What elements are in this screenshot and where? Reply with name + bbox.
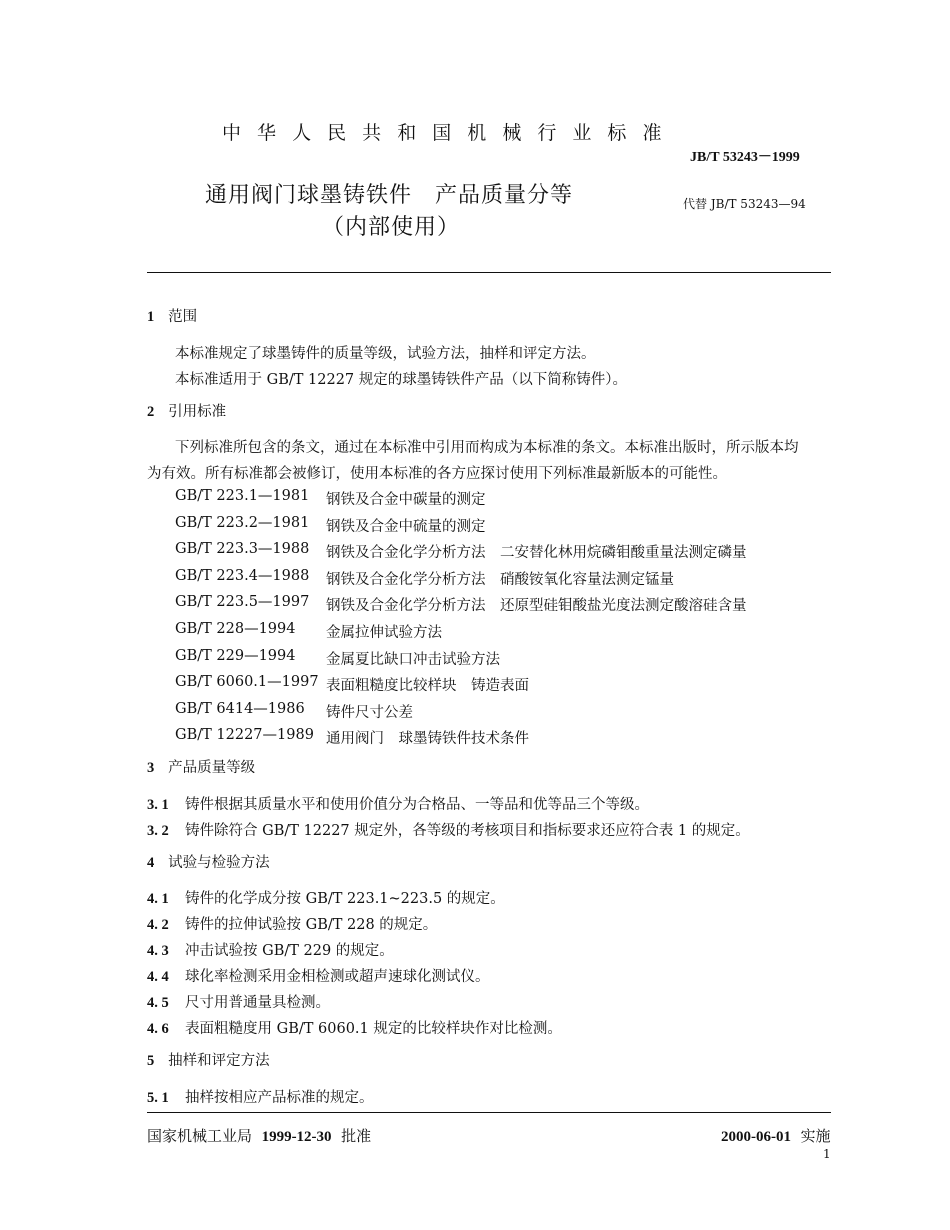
section-1-para-2: 本标准适用于 GB/T 12227 规定的球墨铸铁件产品（以下简称铸件）。 (175, 372, 627, 388)
standard-code: JB/T 53243－1999 (690, 150, 800, 165)
issuing-organization: 中 华 人 民 共 和 国 机 械 行 业 标 准 (222, 122, 667, 144)
reference-code: GB/T 6414—1986 (175, 700, 305, 717)
reference-code: GB/T 223.4—1988 (175, 567, 310, 584)
reference-code: GB/T 12227—1989 (175, 727, 314, 744)
section-2-heading: 2 引用标准 (147, 404, 227, 420)
effective-date: 2000-06-01 (721, 1129, 791, 1145)
section-2-para-line-1: 下列标准所包含的条文，通过在本标准中引用而构成为本标准的条文。本标准出版时，所示版本均 (175, 440, 799, 456)
document-subtitle: （内部使用） (322, 215, 461, 240)
clause-item: 4. 6 表面粗糙度用 GB/T 6060.1 规定的比较样块作对比检测。 (147, 1021, 562, 1037)
reference-code: GB/T 229—1994 (175, 647, 296, 664)
header-divider (147, 272, 831, 273)
section-4-heading: 4 试验与检验方法 (147, 855, 270, 871)
clause-item: 4. 1 铸件的化学成分按 GB/T 223.1~223.5 的规定。 (147, 891, 505, 907)
page-number: 1 (823, 1147, 831, 1161)
reference-name: 表面粗糙度比较样块 铸造表面 (326, 678, 529, 695)
section-3-heading: 3 产品质量等级 (147, 760, 256, 776)
clause-item: 5. 1 抽样按相应产品标准的规定。 (147, 1090, 374, 1106)
reference-name: 钢铁及合金中硫量的测定 (326, 518, 486, 535)
reference-name: 金属夏比缺口冲击试验方法 (326, 651, 500, 668)
reference-name: 钢铁及合金中碳量的测定 (326, 492, 486, 508)
reference-code: GB/T 223.1—1981 (175, 488, 310, 504)
reference-code: GB/T 6060.1—1997 (175, 674, 319, 691)
footer-divider (147, 1112, 831, 1113)
reference-code: GB/T 223.2—1981 (175, 514, 310, 531)
reference-code: GB/T 223.3—1988 (175, 541, 310, 558)
clause-item: 3. 1 铸件根据其质量水平和使用价值分为合格品、一等品和优等品三个等级。 (147, 797, 649, 813)
reference-name: 铸件尺寸公差 (326, 704, 413, 721)
effective-info: 2000-06-01 实施 (721, 1127, 831, 1145)
reference-name: 通用阀门 球墨铸铁件技术条件 (326, 731, 529, 748)
clause-item: 4. 4 球化率检测采用金相检测或超声速球化测试仪。 (147, 969, 490, 985)
reference-code: GB/T 228—1994 (175, 621, 296, 637)
clause-item: 3. 2 铸件除符合 GB/T 12227 规定外，各等级的考核项目和指标要求还应符合表 1 的规定。 (147, 823, 750, 839)
reference-list (0, 488, 950, 748)
clause-item: 4. 5 尺寸用普通量具检测。 (147, 995, 330, 1011)
reference-name: 金属拉伸试验方法 (326, 625, 442, 641)
reference-name: 钢铁及合金化学分析方法 硝酸铵氧化容量法测定锰量 (326, 571, 674, 588)
clause-item: 4. 3 冲击试验按 GB/T 229 的规定。 (147, 943, 394, 959)
section-5-heading: 5 抽样和评定方法 (147, 1053, 270, 1069)
approval-date: 1999-12-30 (261, 1129, 332, 1145)
section-1-heading: 1 范围 (147, 309, 198, 325)
clause-item: 4. 2 铸件的拉伸试验按 GB/T 228 的规定。 (147, 917, 438, 933)
reference-name: 钢铁及合金化学分析方法 还原型硅钼酸盐光度法测定酸溶硅含量 (326, 598, 747, 615)
reference-name: 钢铁及合金化学分析方法 二安替化林用烷磷钼酸重量法测定磷量 (326, 545, 747, 562)
section-1-para-1: 本标准规定了球墨铸件的质量等级，试验方法，抽样和评定方法。 (175, 346, 596, 362)
document-title: 通用阀门球墨铸铁件 产品质量分等 (205, 183, 574, 208)
section-2-para-line-2: 为有效。所有标准都会被修订，使用本标准的各方应探讨使用下列标准最新版本的可能性。 (147, 466, 727, 482)
approval-info: 国家机械工业局 1999-12-30 批准 (147, 1127, 372, 1145)
replaces-standard: 代替 JB/T 53243—94 (683, 197, 806, 211)
reference-code: GB/T 223.5—1997 (175, 594, 310, 611)
